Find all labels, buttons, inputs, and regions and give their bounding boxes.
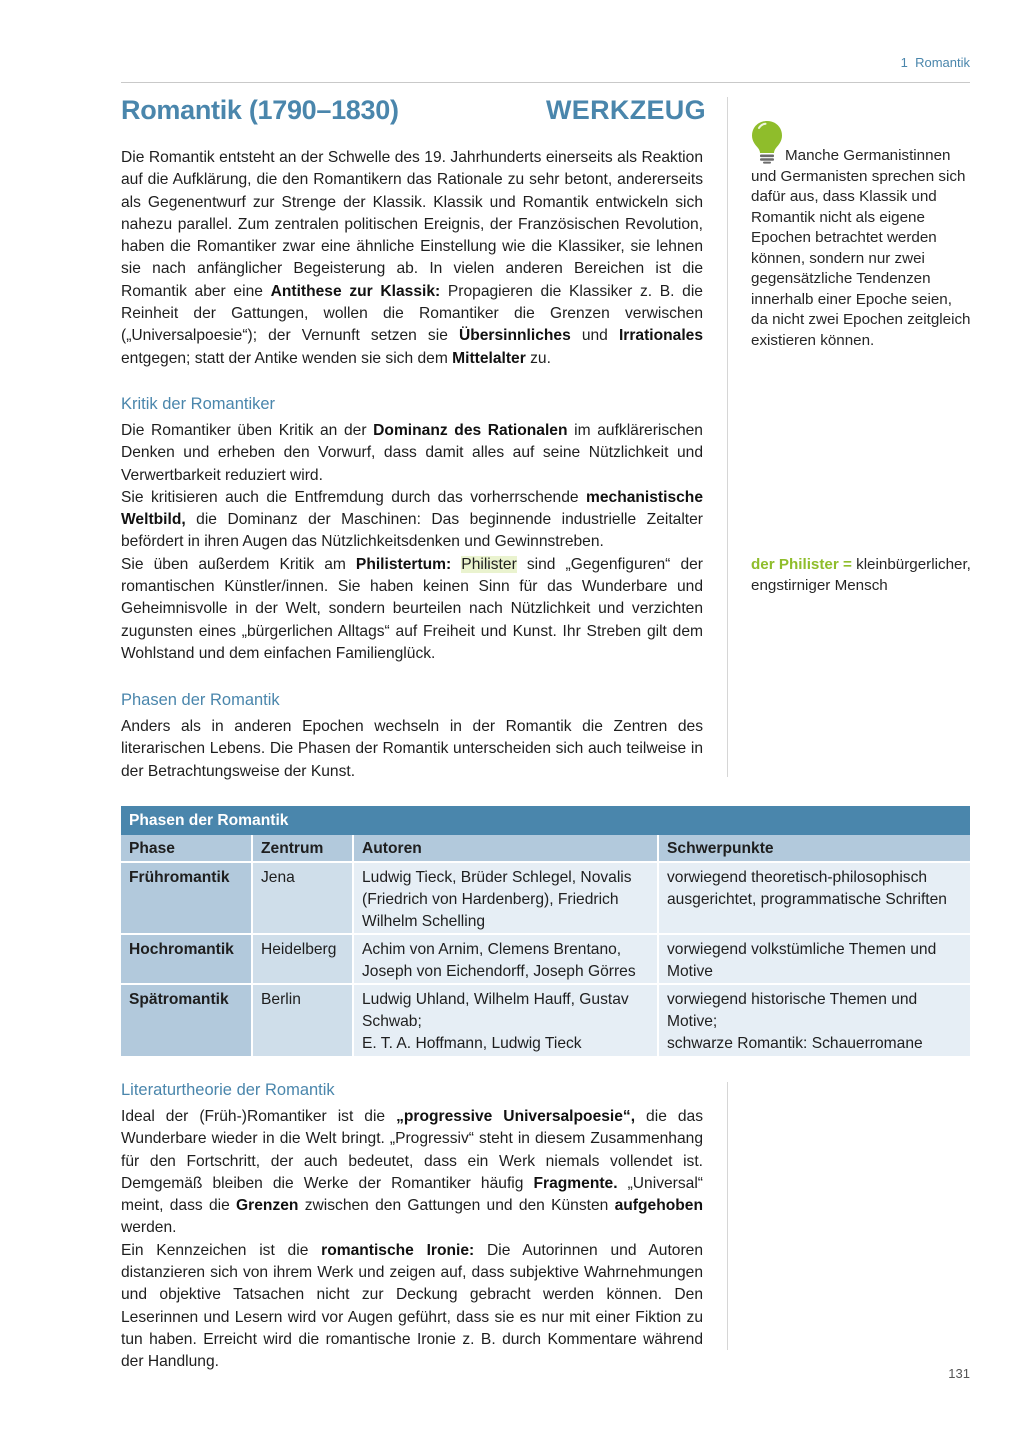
cell-schwerpunkte: vorwiegend volkstümliche Themen und Motive xyxy=(658,934,970,984)
cell-autoren: Achim von Arnim, Clemens Brentano, Joseph von Eichendorff, Joseph Görres xyxy=(353,934,658,984)
cell-zentrum: Jena xyxy=(252,862,353,934)
column-header-autoren: Autoren xyxy=(353,835,658,862)
cell-phase: Frühromantik xyxy=(121,862,252,934)
cell-zentrum: Heidelberg xyxy=(252,934,353,984)
philister-highlight: Philister xyxy=(461,555,517,573)
chapter-title: Romantik xyxy=(915,55,970,70)
glossary-term: der Philister xyxy=(751,556,839,573)
glossary-definition: kleinbürgerlicher, engstirniger Mensch xyxy=(751,556,971,594)
cell-schwerpunkte: vorwiegend historische Themen und Motive; schwarze Romantik: Schauerromane xyxy=(658,984,970,1056)
tip-text: Manche Germanistinnen und Germanisten sprechen sich dafür aus, dass Klassik und Romantik nicht als eigene Epochen betrachtet werden können, sondern nur zwei gegensätzliche Tendenzen innerhalb einer Epoche seien, da nicht zwei Epochen zeitgleich existieren können. xyxy=(751,147,971,349)
column-header-schwerpunkte: Schwerpunkte xyxy=(658,835,970,862)
table-header-row xyxy=(121,835,970,862)
header-rule xyxy=(121,82,970,83)
kritik-paragraph-1: Die Romantiker üben Kritik an der Dominanz des Rationalen im aufklärerischen Denken und erheben den Vorwurf, dass damit alles auf seine Nützlichkeit und Verwertbarkeit reduziert wird. xyxy=(121,422,703,484)
margin-tip xyxy=(751,120,973,351)
kritik-paragraph-3: Sie üben außerdem Kritik am Philistertum: Philister sind „Gegenfiguren“ der romantischen Künstler/innen. Sie haben keinen Sinn für das Wunderbare und Geheimnisvolle in der Welt, sondern beurteilen nach Nützlichkeit und verzichten zugunsten eines „bürgerlichen Alltags“ auf Freiheit und Kunst. Ihr Streben gilt dem Wohlstand und dem einfachen Familienglück. xyxy=(121,555,703,662)
cell-autoren: Ludwig Tieck, Brüder Schlegel, Novalis (Friedrich von Hardenberg), Friedrich Wilhelm Schelling xyxy=(353,862,658,934)
column-divider-bottom xyxy=(727,1082,728,1350)
table-caption: Phasen der Romantik xyxy=(121,806,970,835)
lightbulb-icon xyxy=(751,120,783,164)
table-row xyxy=(121,984,970,1056)
phasen-heading: Phasen der Romantik xyxy=(121,691,280,709)
chapter-number: 1 xyxy=(900,55,908,70)
intro-section xyxy=(121,147,703,370)
cell-autoren: Ludwig Uhland, Wilhelm Hauff, Gustav Schwab; E. T. A. Hoffmann, Ludwig Tieck xyxy=(353,984,658,1056)
table-row xyxy=(121,862,970,934)
glossary-equals: = xyxy=(838,556,857,573)
margin-glossary xyxy=(751,555,973,596)
column-header-zentrum: Zentrum xyxy=(252,835,353,862)
intro-paragraph: Die Romantik entsteht an der Schwelle des 19. Jahrhunderts einerseits als Reaktion auf die Aufklärung, die den Romantikern das Rationale zu sehr betont, andererseits als Gegenentwurf zur Strenge der Klassik. Klassik und Romantik entwickeln sich nahezu parallel. Zum zentralen politischen Ereignis, der Französischen Revolution, haben die Romantiker zwar eine ähnliche Einstellung wie die Klassiker, sie lehnen sie nach anfänglicher Begeisterung ab. In vielen anderen Bereichen ist die Romantik aber eine Antithese zur Klassik: Propagieren die Klassiker z. B. die Reinheit der Gattungen, wollen die Romantiker die Grenzen verwischen („Universalpoesie“); der Vernunft setzen sie Übersinnliches und Irrationales entgegen; statt der Antike wenden sie sich dem Mittelalter zu. xyxy=(121,149,704,367)
cell-zentrum: Berlin xyxy=(252,984,353,1056)
cell-phase: Spätromantik xyxy=(121,984,252,1056)
table-caption-row xyxy=(121,806,970,835)
cell-phase: Hochromantik xyxy=(121,934,252,984)
section-label: WERKZEUG xyxy=(546,95,706,125)
kritik-section xyxy=(121,393,703,665)
phasen-section xyxy=(121,689,703,783)
column-divider-top xyxy=(727,97,728,777)
phasen-paragraph: Anders als in anderen Epochen wechseln in der Romantik die Zentren des literarischen Lebens. Die Phasen der Romantik unterscheiden sich auch teilweise in der Betrachtungsweise der Kunst. xyxy=(121,718,703,780)
cell-schwerpunkte: vorwiegend theoretisch-philosophisch ausgerichtet, programmatische Schriften xyxy=(658,862,970,934)
literaturtheorie-section xyxy=(121,1079,703,1374)
running-head xyxy=(901,55,970,70)
page-number: 131 xyxy=(948,1366,970,1381)
literaturtheorie-paragraph-2: Ein Kennzeichen ist die romantische Ironie: Die Autorinnen und Autoren distanzieren sich von ihrem Werk und zeigen auf, dass subjektive Wahrnehmungen und objektive Tatsachen nicht zur Deckung gebracht werden können. Den Leserinnen und Lesern wird vor Augen geführt, dass sie es nur mit einer Fiktion zu tun haben. Erreicht wird die romantische Ironie z. B. durch Kommentare während der Handlung. xyxy=(121,1241,704,1371)
phasen-table xyxy=(121,806,970,1056)
table-row xyxy=(121,934,970,984)
column-header-phase: Phase xyxy=(121,835,252,862)
literaturtheorie-heading: Literaturtheorie der Romantik xyxy=(121,1081,335,1099)
kritik-heading: Kritik der Romantiker xyxy=(121,395,276,413)
literaturtheorie-paragraph-1: Ideal der (Früh-)Romantiker ist die „progressive Universalpoesie“, die das Wunderbare wieder in die Welt bringt. „Progressiv“ steht in diesem Zusammenhang für den Fortschritt, der auch bedeutet, dass ein Werk niemals vollendet ist. Demgemäß bleiben die Werke der Romantiker häufig Fragmente. „Universal“ meint, dass die Grenzen zwischen den Gattungen und den Künsten aufgehoben werden. xyxy=(121,1108,704,1237)
page-title: Romantik (1790–1830) xyxy=(121,95,399,125)
kritik-paragraph-2: Sie kritisieren auch die Entfremdung durch das vorherrschende mechanistische Weltbild, die Dominanz der Maschinen: Das beginnende industrielle Zeitalter befördert in ihren Augen das Nützlichkeitsdenken und Gewinnstreben. xyxy=(121,488,703,551)
